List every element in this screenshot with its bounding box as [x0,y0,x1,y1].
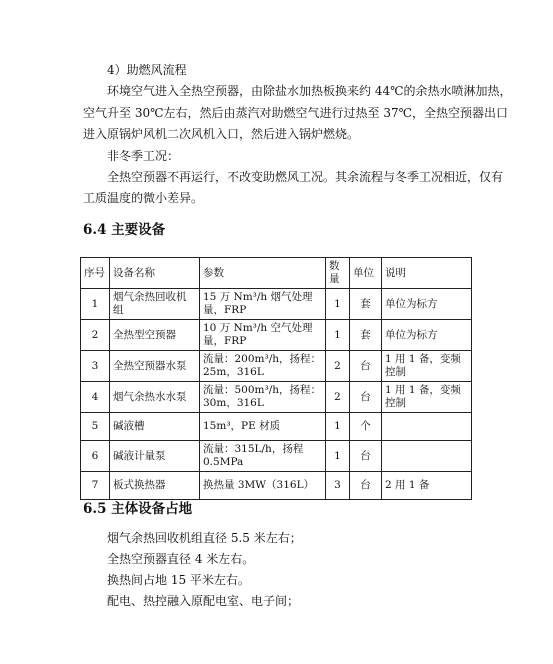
body-paragraph-line: 空气升至 30℃左右，然后由蒸汽对助燃空气进行过热至 37℃，全热空预器出口 [83,106,509,120]
cell-name: 碱液计量泵 [110,441,200,472]
cell-note [382,441,472,472]
cell-param: 10 万 Nm³/h 空气处理量，FRP [200,320,326,351]
table-row [81,472,472,500]
cell-unit: 个 [350,413,382,441]
cell-unit: 台 [350,351,382,382]
cell-qty: 1 [326,413,350,441]
cell-note: 单位为标方 [382,289,472,320]
cell-unit: 台 [350,382,382,413]
body-line: 配电、热控融入原配电室、电子间； [107,594,300,608]
cell-qty: 2 [326,382,350,413]
cell-note: 1 用 1 备，变频控制 [382,382,472,413]
cell-param: 换热量 3MW（316L） [200,472,326,500]
section-title: 6.5 主体设备占地 [83,501,193,517]
cell-unit: 套 [350,289,382,320]
cell-name: 全热空预器水泵 [110,351,200,382]
cell-qty: 2 [326,351,350,382]
body-paragraph-line: 环境空气进入全热空预器，由除盐水加热板换来约 44℃的余热水喷淋加热， [107,84,512,98]
equipment-table [80,257,472,500]
table-row [81,382,472,413]
cell-no: 3 [81,351,110,382]
cell-no: 7 [81,472,110,500]
cell-note [382,413,472,441]
cell-unit: 套 [350,320,382,351]
cell-param: 15m³，PE 材质 [200,413,326,441]
cell-note: 1 用 1 备，变频控制 [382,351,472,382]
subsection-heading: 4）助燃风流程 [107,63,187,77]
body-paragraph-line: 进入原锅炉风机二次风机入口，然后进入锅炉燃烧。 [83,127,360,141]
cell-unit: 台 [350,472,382,500]
table-row [81,413,472,441]
table-row [81,351,472,382]
cell-name: 烟气余热水水泵 [110,382,200,413]
cell-qty: 1 [326,441,350,472]
body-paragraph-line: 全热空预器不再运行，不改变助燃风工况。其余流程与冬季工况相近，仅有 [107,170,504,184]
cell-note: 单位为标方 [382,320,472,351]
body-line: 烟气余热回收机组直径 5.5 米左右； [107,531,302,545]
cell-no: 1 [81,289,110,320]
cell-param: 流量：500m³/h，扬程：30m，316L [200,382,326,413]
column-header: 单位 [350,258,382,289]
cell-name: 烟气余热回收机组 [110,289,200,320]
column-header: 数量 [326,258,350,289]
cell-note: 2 用 1 备 [382,472,472,500]
cell-unit: 台 [350,441,382,472]
column-header: 序号 [81,258,110,289]
cell-name: 碱液槽 [110,413,200,441]
cell-qty: 3 [326,472,350,500]
table-row [81,320,472,351]
cell-name: 板式换热器 [110,472,200,500]
column-header: 设备名称 [110,258,200,289]
section-title: 6.4 主要设备 [83,222,166,238]
cell-param: 流量：200m³/h，扬程：25m，316L [200,351,326,382]
column-header: 说明 [382,258,472,289]
table-header-row [81,258,472,289]
cell-param: 15 万 Nm³/h 烟气处理量，FRP [200,289,326,320]
body-line: 全热空预器直径 4 米左右。 [107,552,255,566]
table-row [81,289,472,320]
cell-qty: 1 [326,289,350,320]
cell-no: 4 [81,382,110,413]
cell-qty: 1 [326,320,350,351]
table-row [81,441,472,472]
cell-name: 全热型空预器 [110,320,200,351]
cell-no: 5 [81,413,110,441]
cell-no: 2 [81,320,110,351]
cell-no: 6 [81,441,110,472]
winter-label: 非冬季工况： [107,149,180,163]
column-header: 参数 [200,258,326,289]
cell-param: 流量：315L/h，扬程 0.5MPa [200,441,326,472]
body-paragraph-line: 工质温度的微小差异。 [83,191,204,205]
body-line: 换热间占地 15 平米左右。 [107,573,250,587]
